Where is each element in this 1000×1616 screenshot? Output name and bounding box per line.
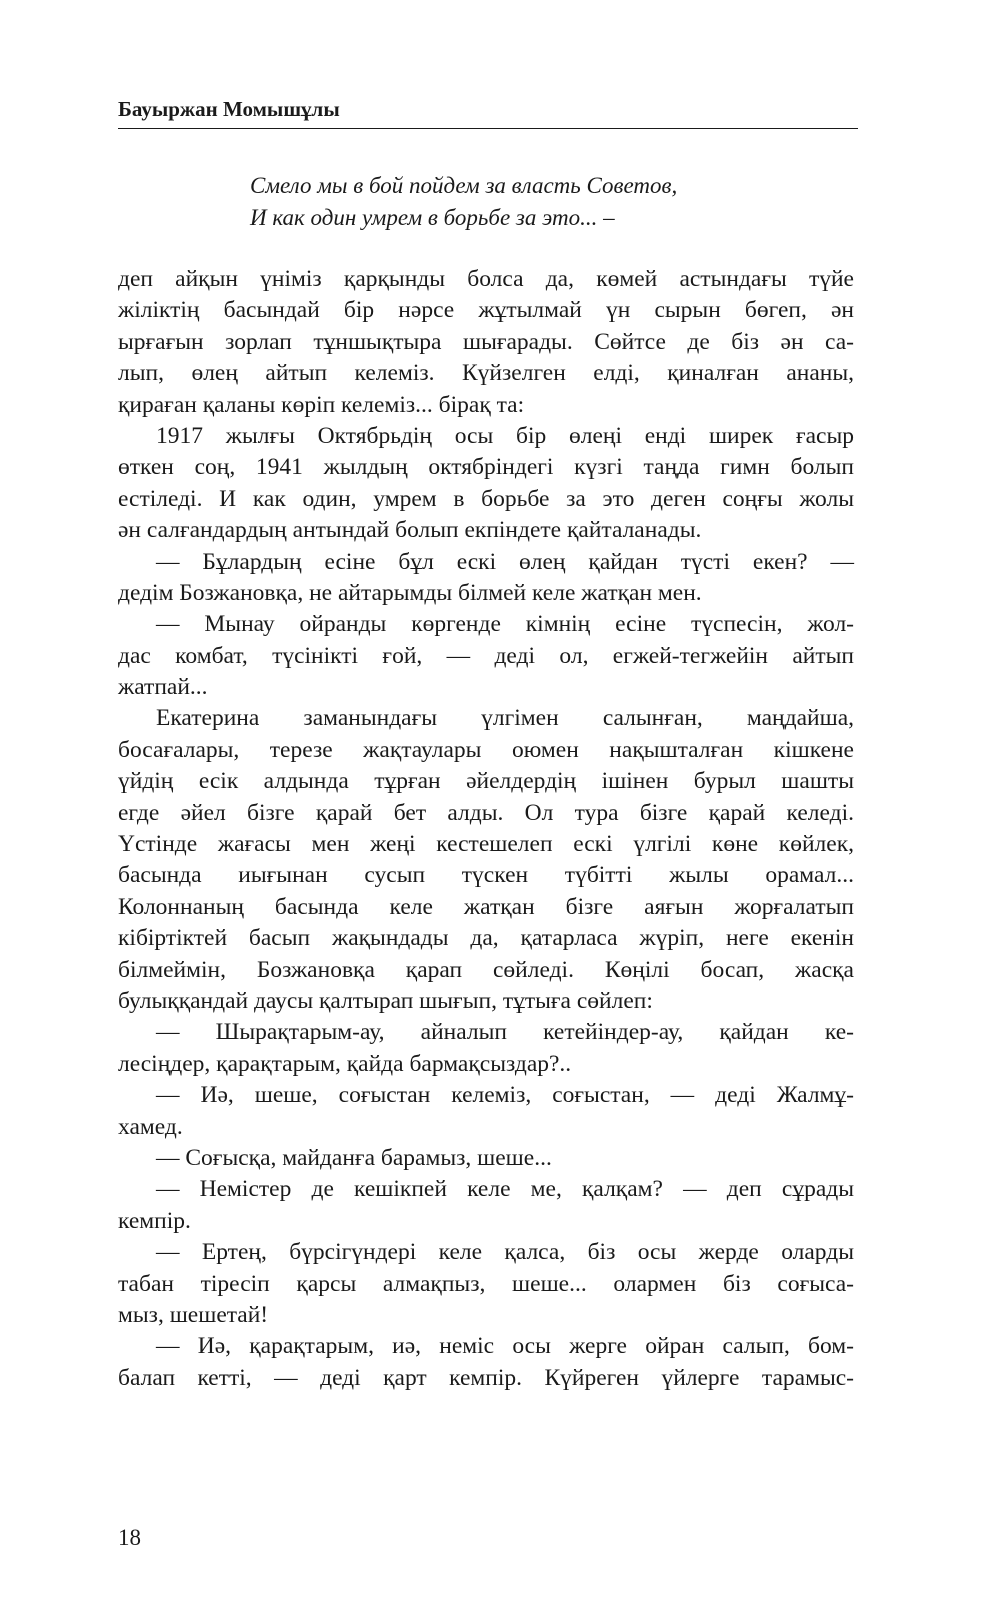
text-line: — Иә, шеше, соғыстан келеміз, соғыстан, — деді Жалмұ- [156,1082,854,1109]
text-line: мыз, шешетай! [118,1301,269,1328]
text-line: — Иә, қарақтарым, иә, неміс осы жерге ойран салып, бом- [156,1333,854,1360]
text-line: деп айқын үніміз қарқынды болса да, көмей астындағы түйе [118,266,854,292]
text-line: үйдің есік алдында тұрған әйелдердің ішінен бурыл шашты [118,768,854,795]
text-line: — Соғысқа, майданға барамыз, шеше... [156,1144,552,1171]
text-line: — Немістер де кешікпей келе ме, қалқам? — деп сұрады [156,1176,854,1203]
text-line: Екатерина заманындағы үлгімен салынған, маңдайша, [156,705,854,732]
text-line: 1917 жылғы Октябрьдің осы бір өлеңі енді ширек ғасыр [156,422,854,449]
text-line: — Мынау ойранды көргенде кімнің есіне түспесін, жол- [156,611,854,638]
page-number: 18 [118,1525,141,1550]
verse-line: И как один умрем в борьбе за это... – [250,205,615,230]
text-line: дас комбат, түсінікті ғой, — деді ол, егжей-тегжейін айтып [118,642,854,669]
text-line: балап кетті, — деді қарт кемпір. Күйреген үйлерге тарамыс- [118,1364,854,1391]
text-line: білмеймін, Бозжановқа қарап сөйледі. Көңілі босап, жасқа [118,956,854,983]
text-line: естіледі. И как один, умрем в борьбе за это деген соңғы жолы [118,485,854,512]
text-line: кемпір. [118,1207,191,1234]
text-line: жатпай... [118,674,208,701]
text-line: басында иығынан сусып түскен түбітті жылы орамал... [118,862,854,889]
text-line: булыққандай даусы қалтырап шығып, тұтыға сөйлеп: [118,987,653,1014]
text-line: босағалары, терезе жақтаулары оюмен нақышталған кішкене [118,736,854,763]
running-header [118,96,858,129]
text-line: лып, өлең айтып келеміз. Күйзелген елді, қиналған ананы, [118,360,854,387]
text-line: қираған қаланы көріп келеміз... бірақ та: [118,391,525,418]
text-line: хамед. [118,1113,183,1140]
text-line: кібіртіктей басып жақындады да, қатарласа жүріп, неге екенін [118,925,854,952]
text-line: лесіңдер, қарақтарым, қайда бармақсыздар?.. [118,1050,572,1077]
text-line: өткен соң, 1941 жылдың октябріндегі күзгі таңда гимн болып [118,454,854,481]
text-line: — Ертең, бүрсігүндері келе қалса, біз осы жерде оларды [156,1239,854,1266]
text-line: ырғағын зорлап тұншықтыра шығарады. Сөйтсе де біз ән са- [118,328,854,355]
verse-line: Смело мы в бой пойдем за власть Советов, [250,173,678,198]
text-line: Үстінде жағасы мен жеңі кестешелеп ескі үлгілі көне көйлек, [118,831,854,858]
running-header-title: Бауыржан Момышұлы [118,97,340,121]
text-line: дедім Бозжановқа, не айтарымды білмей келе жатқан мен. [118,579,702,606]
text-line: — Бұлардың есіне бұл ескі өлең қайдан түсті екен? — [156,548,854,575]
verse-epigraph [250,170,677,234]
text-line: табан тіресіп қарсы алмақпыз, шеше... олармен біз соғыса- [118,1270,854,1297]
text-line: егде әйел бізге қарай бет алды. Ол тура бізге қарай келеді. [118,799,854,826]
text-line: — Шырақтарым-ау, айналып кетейіндер-ау, қайдан ке- [156,1019,854,1046]
body-text [118,264,854,1394]
text-line: Колоннаның басында келе жатқан бізге аяғын жорғалатып [118,893,854,920]
text-line: ән салғандардың антындай болып екпіндете қайталанады. [118,517,702,544]
text-line: жіліктің басындай бір нәрсе жұтылмай үн сырын бөгеп, ән [118,297,854,324]
